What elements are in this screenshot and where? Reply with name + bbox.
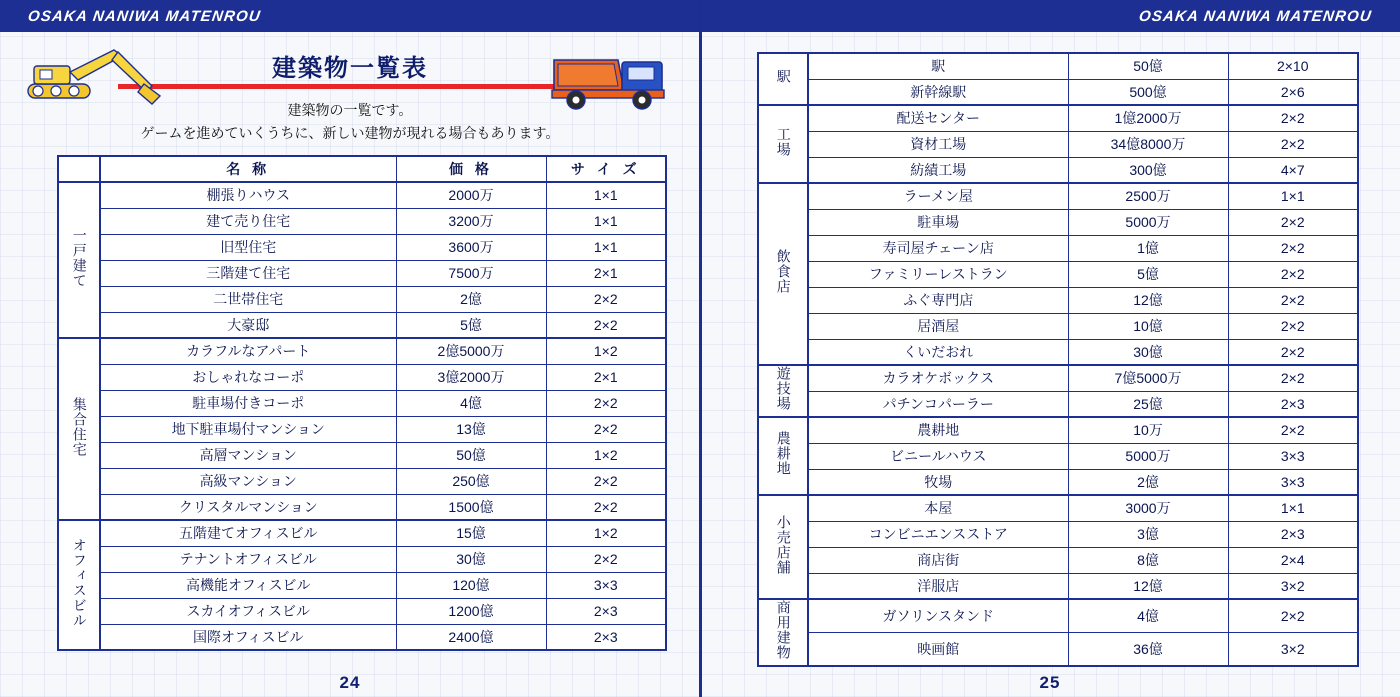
cell-name: コンビニエンスストア	[808, 521, 1068, 547]
cell-name: 駅	[808, 53, 1068, 79]
cell-size: 2×2	[1228, 235, 1358, 261]
cell-size: 2×2	[1228, 261, 1358, 287]
cell-name: くいだおれ	[808, 339, 1068, 365]
cell-name: 大豪邸	[100, 312, 396, 338]
cell-size: 1×1	[546, 208, 666, 234]
cell-size: 2×2	[546, 416, 666, 442]
left-header-title: OSAKA NANIWA MATENROU	[26, 7, 263, 25]
cell-name: 牧場	[808, 469, 1068, 495]
cell-name: 本屋	[808, 495, 1068, 521]
table-row	[58, 442, 666, 468]
cell-price: 5億	[396, 312, 546, 338]
category-cell: オフィスビル	[58, 520, 100, 650]
cell-price: 2000万	[396, 182, 546, 208]
cell-name: ファミリーレストラン	[808, 261, 1068, 287]
table-row	[58, 546, 666, 572]
cell-name: ふぐ専門店	[808, 287, 1068, 313]
left-page-number: 24	[339, 673, 361, 692]
cell-name: ビニールハウス	[808, 443, 1068, 469]
cell-size: 2×2	[546, 312, 666, 338]
cell-name: 国際オフィスビル	[100, 624, 396, 650]
column-header-name: 名 称	[100, 156, 396, 182]
table-row	[758, 599, 1358, 632]
cell-size: 2×2	[546, 494, 666, 520]
cell-name: 高級マンション	[100, 468, 396, 494]
right-page-header	[700, 0, 1400, 32]
cell-size: 2×4	[1228, 547, 1358, 573]
table-row	[758, 79, 1358, 105]
cell-price: 3600万	[396, 234, 546, 260]
excavator-illustration	[18, 40, 188, 110]
cell-size: 2×1	[546, 364, 666, 390]
table-row	[58, 286, 666, 312]
cell-name: 棚張りハウス	[100, 182, 396, 208]
cell-name: 資材工場	[808, 131, 1068, 157]
table-row	[758, 313, 1358, 339]
table-row	[58, 364, 666, 390]
cell-price: 300億	[1068, 157, 1228, 183]
right-page-number: 25	[1039, 673, 1061, 692]
cell-price: 2500万	[1068, 183, 1228, 209]
cell-price: 3億2000万	[396, 364, 546, 390]
table-row	[758, 417, 1358, 443]
left-page-header	[0, 0, 700, 32]
cell-name: 配送センター	[808, 105, 1068, 131]
cell-name: 映画館	[808, 632, 1068, 665]
page-subtitle-1: 建築物の一覧です。	[287, 102, 413, 118]
dump-truck-illustration	[548, 38, 678, 116]
page-subtitle-2: ゲームを進めていくうちに、新しい建物が現れる場合もあります。	[140, 125, 560, 141]
table-row	[758, 391, 1358, 417]
cell-name: カラオケボックス	[808, 365, 1068, 391]
cell-name: ラーメン屋	[808, 183, 1068, 209]
cell-price: 4億	[1068, 599, 1228, 632]
cell-name: 洋服店	[808, 573, 1068, 599]
category-cell: 遊技場	[758, 365, 808, 417]
cell-price: 25億	[1068, 391, 1228, 417]
cell-price: 1億2000万	[1068, 105, 1228, 131]
cell-size: 2×2	[1228, 287, 1358, 313]
cell-size: 2×3	[1228, 391, 1358, 417]
cell-price: 30億	[1068, 339, 1228, 365]
book-spine	[699, 0, 702, 697]
cell-price: 36億	[1068, 632, 1228, 665]
table-row	[58, 338, 666, 364]
cell-price: 8億	[1068, 547, 1228, 573]
category-cell: 工場	[758, 105, 808, 183]
cell-name: 地下駐車場付マンション	[100, 416, 396, 442]
cell-size: 1×1	[546, 234, 666, 260]
cell-size: 3×2	[1228, 573, 1358, 599]
cell-name: 商店街	[808, 547, 1068, 573]
cell-price: 13億	[396, 416, 546, 442]
table-row	[58, 520, 666, 546]
cell-price: 5億	[1068, 261, 1228, 287]
cell-size: 2×1	[546, 260, 666, 286]
table-row	[58, 494, 666, 520]
cell-size: 2×2	[1228, 313, 1358, 339]
cell-size: 4×7	[1228, 157, 1358, 183]
cell-name: 旧型住宅	[100, 234, 396, 260]
table-row	[758, 339, 1358, 365]
cell-name: 紡績工場	[808, 157, 1068, 183]
table-row	[758, 365, 1358, 391]
cell-name: 農耕地	[808, 417, 1068, 443]
cell-name: スカイオフィスビル	[100, 598, 396, 624]
cell-size: 3×3	[1228, 443, 1358, 469]
cell-price: 15億	[396, 520, 546, 546]
cell-size: 2×2	[1228, 131, 1358, 157]
cell-name: 三階建て住宅	[100, 260, 396, 286]
cell-name: 高機能オフィスビル	[100, 572, 396, 598]
table-row	[758, 495, 1358, 521]
cell-price: 1200億	[396, 598, 546, 624]
cell-name: 五階建てオフィスビル	[100, 520, 396, 546]
cell-name: おしゃれなコーポ	[100, 364, 396, 390]
right-header-title: OSAKA NANIWA MATENROU	[1137, 7, 1374, 25]
cell-price: 30億	[396, 546, 546, 572]
cell-name: パチンコパーラー	[808, 391, 1068, 417]
cell-price: 4億	[396, 390, 546, 416]
cell-price: 3億	[1068, 521, 1228, 547]
table-row	[758, 287, 1358, 313]
cell-size: 2×3	[546, 624, 666, 650]
cell-name: テナントオフィスビル	[100, 546, 396, 572]
cell-size: 2×2	[1228, 365, 1358, 391]
cell-price: 2400億	[396, 624, 546, 650]
table-row	[758, 105, 1358, 131]
cell-name: 新幹線駅	[808, 79, 1068, 105]
table-row	[58, 182, 666, 208]
category-cell: 飲食店	[758, 183, 808, 365]
table-row	[58, 572, 666, 598]
cell-size: 3×3	[546, 572, 666, 598]
header-blank	[58, 156, 100, 182]
table-row	[58, 260, 666, 286]
category-cell: 一戸建て	[58, 182, 100, 338]
cell-name: 寿司屋チェーン店	[808, 235, 1068, 261]
cell-price: 250億	[396, 468, 546, 494]
cell-size: 1×1	[546, 182, 666, 208]
cell-size: 2×2	[546, 286, 666, 312]
category-cell: 商用建物	[758, 599, 808, 666]
table-row	[758, 157, 1358, 183]
cell-size: 1×1	[1228, 495, 1358, 521]
cell-size: 1×2	[546, 442, 666, 468]
table-row	[758, 521, 1358, 547]
cell-price: 1億	[1068, 235, 1228, 261]
cell-size: 2×6	[1228, 79, 1358, 105]
category-cell: 農耕地	[758, 417, 808, 495]
category-cell: 小売店舗	[758, 495, 808, 599]
cell-price: 12億	[1068, 287, 1228, 313]
table-row	[58, 234, 666, 260]
cell-size: 2×10	[1228, 53, 1358, 79]
table-row	[58, 624, 666, 650]
cell-price: 1500億	[396, 494, 546, 520]
cell-size: 1×2	[546, 520, 666, 546]
cell-price: 3200万	[396, 208, 546, 234]
cell-name: 建て売り住宅	[100, 208, 396, 234]
cell-name: 二世帯住宅	[100, 286, 396, 312]
table-row	[58, 390, 666, 416]
table-row	[758, 547, 1358, 573]
cell-size: 2×3	[1228, 521, 1358, 547]
cell-size: 2×2	[1228, 599, 1358, 632]
cell-size: 2×2	[1228, 105, 1358, 131]
cell-size: 2×2	[1228, 209, 1358, 235]
cell-name: ガソリンスタンド	[808, 599, 1068, 632]
cell-price: 500億	[1068, 79, 1228, 105]
table-row	[758, 53, 1358, 79]
category-cell: 集合住宅	[58, 338, 100, 520]
table-row	[58, 416, 666, 442]
cell-price: 7億5000万	[1068, 365, 1228, 391]
cell-size: 2×2	[1228, 339, 1358, 365]
cell-price: 50億	[1068, 53, 1228, 79]
cell-price: 10億	[1068, 313, 1228, 339]
cell-price: 5000万	[1068, 443, 1228, 469]
cell-name: 高層マンション	[100, 442, 396, 468]
table-row	[758, 573, 1358, 599]
cell-size: 3×3	[1228, 469, 1358, 495]
cell-name: 駐車場	[808, 209, 1068, 235]
table-row	[758, 183, 1358, 209]
cell-size: 2×2	[546, 546, 666, 572]
cell-size: 3×2	[1228, 632, 1358, 665]
cell-size: 2×2	[1228, 417, 1358, 443]
cell-name: クリスタルマンション	[100, 494, 396, 520]
cell-price: 2億	[396, 286, 546, 312]
cell-price: 12億	[1068, 573, 1228, 599]
table-row	[758, 235, 1358, 261]
cell-size: 2×2	[546, 390, 666, 416]
cell-price: 34億8000万	[1068, 131, 1228, 157]
cell-price: 2億	[1068, 469, 1228, 495]
table-row	[758, 209, 1358, 235]
right-page	[700, 0, 1400, 697]
cell-price: 10万	[1068, 417, 1228, 443]
table-row	[758, 469, 1358, 495]
cell-name: カラフルなアパート	[100, 338, 396, 364]
table-row	[58, 598, 666, 624]
cell-name: 居酒屋	[808, 313, 1068, 339]
table-row	[758, 131, 1358, 157]
table-row	[758, 261, 1358, 287]
cell-price: 7500万	[396, 260, 546, 286]
table-row	[58, 468, 666, 494]
cell-price: 50億	[396, 442, 546, 468]
table-row	[58, 208, 666, 234]
cell-size: 2×2	[546, 468, 666, 494]
table-row	[758, 632, 1358, 665]
column-header-price: 価 格	[396, 156, 546, 182]
table-header-row	[58, 156, 666, 182]
page-title: 建築物一覧表	[272, 55, 428, 82]
cell-price: 120億	[396, 572, 546, 598]
cell-size: 1×1	[1228, 183, 1358, 209]
cell-size: 1×2	[546, 338, 666, 364]
cell-name: 駐車場付きコーポ	[100, 390, 396, 416]
cell-price: 5000万	[1068, 209, 1228, 235]
cell-price: 2億5000万	[396, 338, 546, 364]
category-cell: 駅	[758, 53, 808, 105]
table-row	[758, 443, 1358, 469]
column-header-size: サ イ ズ	[546, 156, 666, 182]
building-list-table-left	[57, 155, 667, 651]
building-list-table-right	[757, 52, 1359, 667]
table-row	[58, 312, 666, 338]
cell-price: 3000万	[1068, 495, 1228, 521]
cell-size: 2×3	[546, 598, 666, 624]
